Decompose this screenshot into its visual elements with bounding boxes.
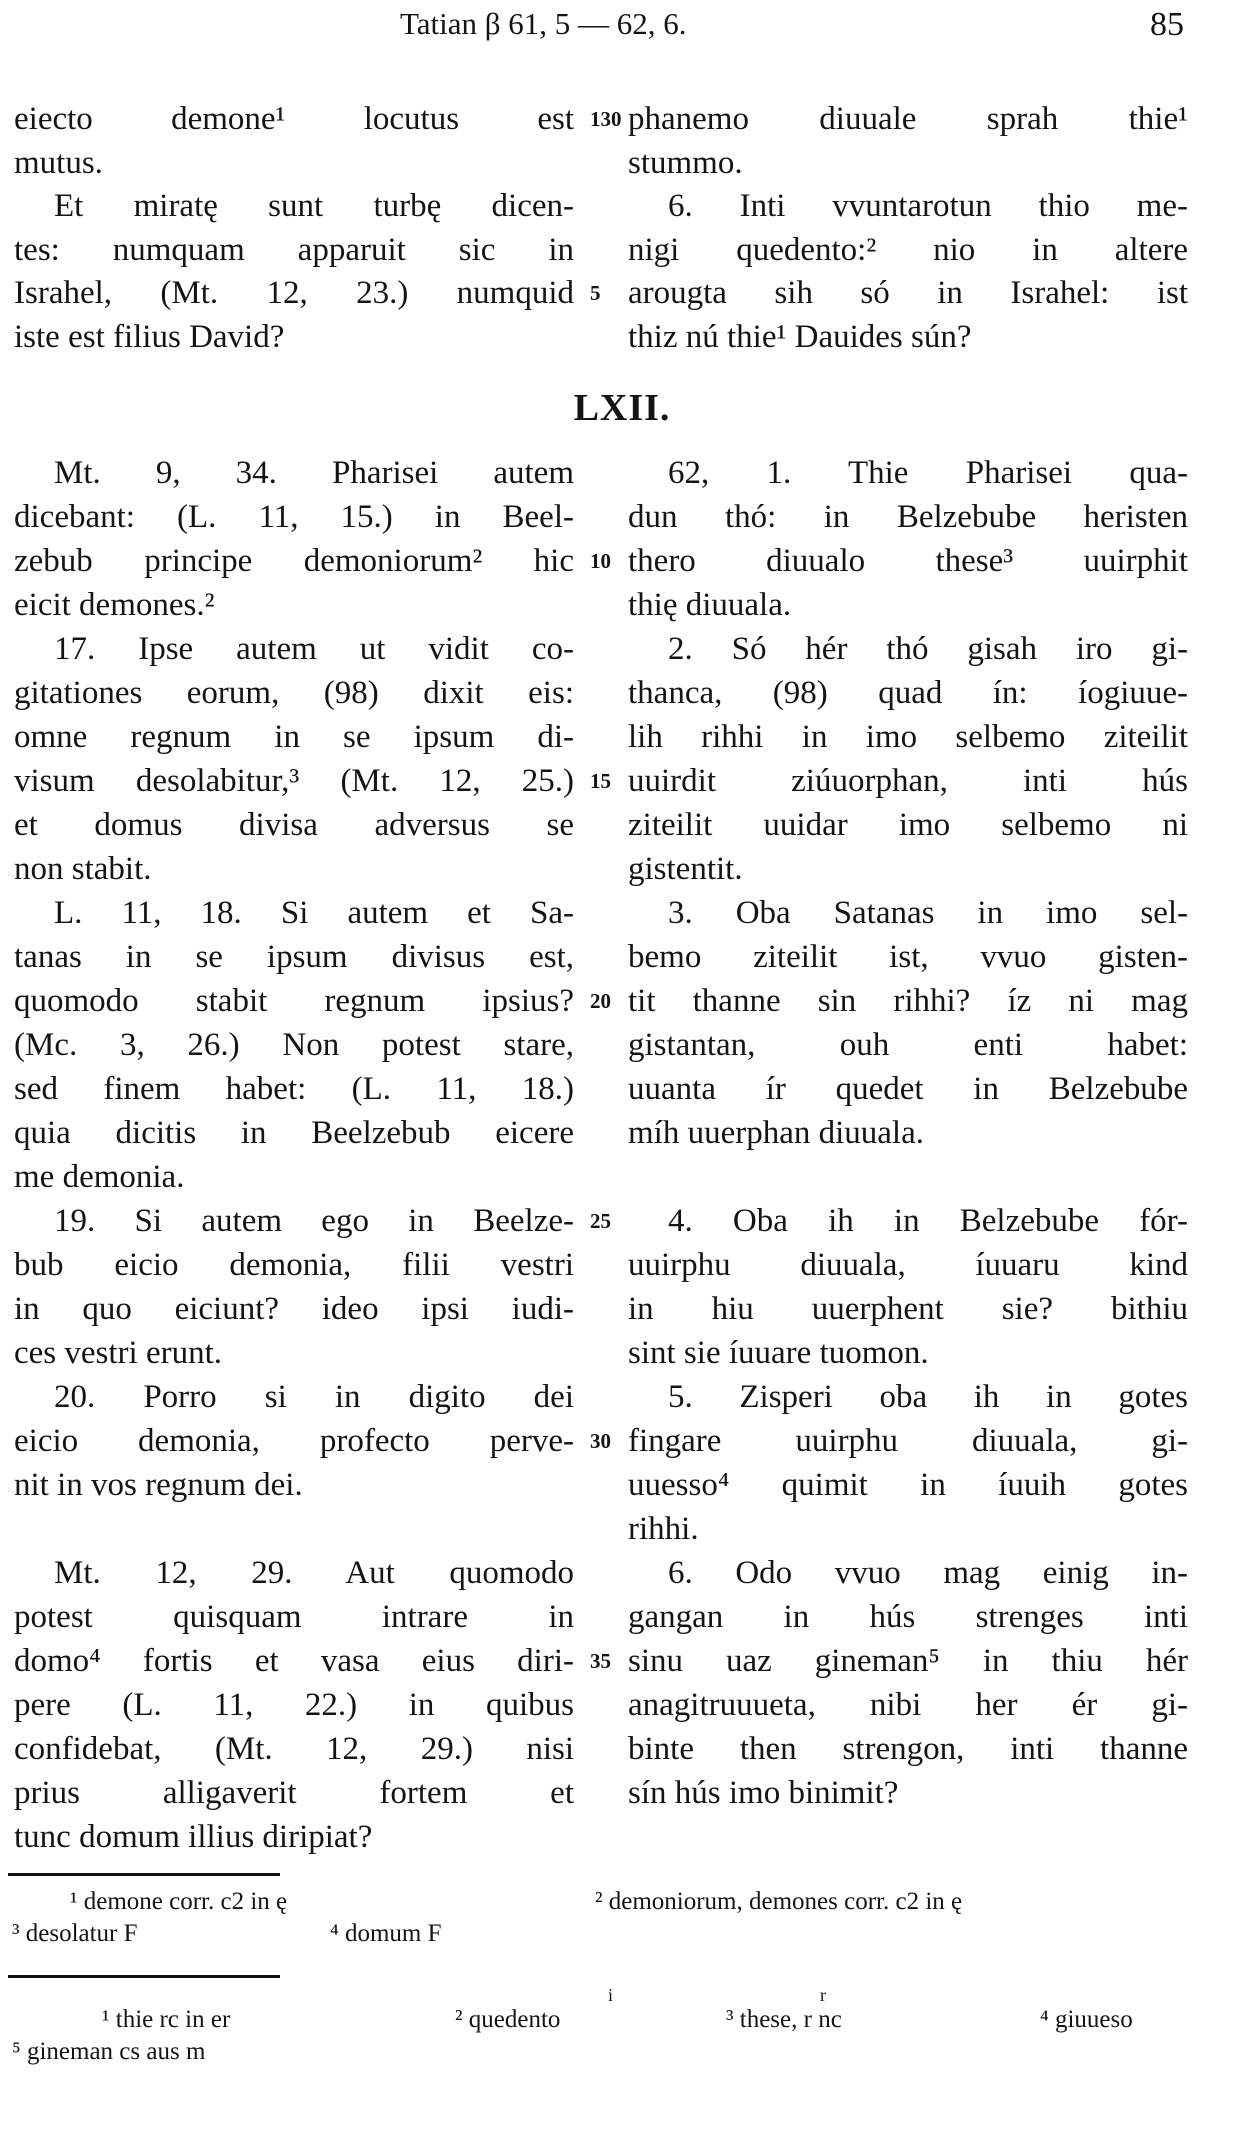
footnote-rule [8,1873,280,1876]
text-line-row [0,1683,1244,1727]
latin-line: 17. Ipse autem ut vidit co- [54,631,574,667]
text-line-row [0,228,1244,272]
old-high-german-line: uuanta ír quedet in Belzebube [628,1071,1188,1107]
latin-line: in quo eiciunt? ideo ipsi iudi- [14,1291,574,1327]
old-high-german-line: nigi quedento:² nio in altere [628,231,1188,268]
latin-line: potest quisquam intrare in [14,1599,574,1635]
latin-line: mutus. [14,144,103,181]
latin-line: confidebat, (Mt. 12, 29.) nisi [14,1731,574,1767]
text-line-row [0,141,1244,185]
text-line-row [0,891,1244,935]
text-line-row [0,847,1244,891]
text-line-row [0,1419,1244,1463]
line-number: 35 [590,1649,611,1673]
text-line-row [0,979,1244,1023]
old-high-german-line: uuesso⁴ quimit in íuuih gotes [628,1467,1188,1503]
latin-line: nit in vos regnum dei. [14,1467,303,1503]
footnote: ³ desolatur F [12,1920,138,1947]
text-line-row [0,184,1244,228]
old-high-german-line: anagitruuueta, nibi her ér gi- [628,1687,1188,1723]
old-high-german-line: thiz nú thie¹ Dauides sún? [628,318,972,355]
footnote: ⁴ giuueso [1040,2006,1133,2033]
latin-line: tanas in se ipsum divisus est, [14,939,574,975]
text-line-row [0,1243,1244,1287]
footnote: ⁴ domum F [330,1920,442,1947]
footnote-rule [8,1975,280,1978]
text-line-row [0,1771,1244,1815]
latin-line: ces vestri erunt. [14,1335,223,1371]
old-high-german-line: stummo. [628,144,743,181]
page-number: 85 [1150,6,1184,43]
text-line-row [0,1463,1244,1507]
text-line-row [0,1815,1244,1859]
old-high-german-line: thanca, (98) quad ín: íogiuue- [628,675,1188,711]
old-high-german-line: 3. Oba Satanas in imo sel- [668,895,1188,931]
latin-line: 20. Porro si in digito dei [54,1379,574,1415]
text-line-row [0,1199,1244,1243]
latin-line: 19. Si autem ego in Beelze- [54,1203,574,1239]
old-high-german-line: gangan in hús strenges inti [628,1599,1188,1635]
old-high-german-line: sinu uaz gineman⁵ in thiu hér [628,1643,1188,1679]
latin-line: prius alligaverit fortem et [14,1775,574,1811]
latin-line: visum desolabitur,³ (Mt. 12, 25.) [14,763,574,799]
text-line-row [0,495,1244,539]
latin-line: Mt. 12, 29. Aut quomodo [54,1555,574,1591]
old-high-german-line: dun thó: in Belzebube heristen [628,499,1188,535]
text-line-row [0,1331,1244,1375]
text-line-row [0,539,1244,583]
footnote: ² demoniorum, demones corr. c2 in ę [595,1888,963,1915]
footnote-mark: r [820,1985,826,2005]
old-high-german-line: thero diuualo these³ uuirphit [628,543,1188,579]
text-line-row [0,1023,1244,1067]
old-high-german-line: phanemo diuuale sprah thie¹ [628,101,1188,137]
text-line-row [0,1639,1244,1683]
latin-line: iste est filius David? [14,318,285,355]
text-line-row [0,1287,1244,1331]
latin-line: tunc domum illius diripiat? [14,1819,373,1855]
latin-line: domo⁴ fortis et vasa eius diri- [14,1643,574,1679]
old-high-german-line: 5. Zisperi oba ih in gotes [668,1379,1188,1415]
footnote: ¹ thie rc in er [102,2006,231,2033]
line-number: 10 [590,549,611,573]
old-high-german-line: uuirdit ziúuorphan, inti hús [628,763,1188,799]
old-high-german-line: 62, 1. Thie Pharisei qua- [668,455,1188,491]
old-high-german-line: bemo ziteilit ist, vvuo gisten- [628,939,1188,975]
old-high-german-line: 6. Inti vvuntarotun thio me- [668,188,1188,224]
footnote-mark: i [608,1985,614,2005]
latin-line: pere (L. 11, 22.) in quibus [14,1687,574,1723]
old-high-german-line: gistentit. [628,851,743,887]
old-high-german-line: binte then strengon, inti thanne [628,1731,1188,1767]
text-line-row [0,1727,1244,1771]
latin-line: Israhel, (Mt. 12, 23.) numquid [14,275,574,311]
old-high-german-line: rihhi. [628,1511,699,1547]
old-high-german-line: sín hús imo binimit? [628,1775,899,1811]
line-number: 20 [590,989,611,1013]
text-line-row [0,1551,1244,1595]
text-line-row [0,1155,1244,1199]
text-line-row [0,935,1244,979]
footnote: ³ these, r nc [726,2006,842,2033]
latin-line: tes: numquam apparuit sic in [14,231,574,268]
footnote: ¹ demone corr. c2 in ę [70,1888,288,1915]
text-line-row [0,627,1244,671]
text-line-row [0,97,1244,141]
old-high-german-line: tit thanne sin rihhi? íz ni mag [628,983,1188,1019]
old-high-german-line: 4. Oba ih in Belzebube fór- [668,1203,1188,1239]
running-title: Tatian β 61, 5 — 62, 6. [400,6,687,41]
text-line-row [0,1507,1244,1551]
text-line-row [0,451,1244,495]
latin-line: zebub principe demoniorum² hic [14,543,574,579]
text-line-row [0,1375,1244,1419]
chapter-heading: LXII. [573,387,671,429]
latin-line: quia dicitis in Beelzebub eicere [14,1115,574,1151]
old-high-german-line: 2. Só hér thó gisah iro gi- [668,631,1188,667]
old-high-german-line: arougta sih só in Israhel: ist [628,275,1188,311]
old-high-german-line: míh uuerphan diuuala. [628,1115,925,1151]
old-high-german-line: fingare uuirphu diuuala, gi- [628,1423,1188,1459]
line-number: 5 [590,281,601,305]
latin-line: eicio demonia, profecto perve- [14,1423,574,1459]
latin-line: gitationes eorum, (98) dixit eis: [14,675,574,711]
latin-line: (Mc. 3, 26.) Non potest stare, [14,1027,574,1063]
text-line-row [0,1595,1244,1639]
latin-line: dicebant: (L. 11, 15.) in Beel- [14,499,574,535]
footnote: ² quedento [455,2006,561,2033]
latin-line: omne regnum in se ipsum di- [14,719,574,755]
latin-line: Et miratę sunt turbę dicen- [54,188,574,224]
footnote: ⁵ gineman cs aus m [12,2038,206,2065]
running-header [0,6,1244,46]
old-high-german-line: in hiu uuerphent sie? bithiu [628,1291,1188,1327]
latin-line: me demonia. [14,1159,185,1195]
latin-line: eicit demones.² [14,587,215,623]
text-line-row [0,759,1244,803]
latin-line: bub eicio demonia, filii vestri [14,1247,574,1283]
latin-line: non stabit. [14,851,152,887]
line-number: 25 [590,1209,611,1233]
old-high-german-line: 6. Odo vvuo mag einig in- [668,1555,1188,1591]
latin-line: sed finem habet: (L. 11, 18.) [14,1071,574,1107]
old-high-german-line: uuirphu diuuala, íuuaru kind [628,1247,1188,1283]
text-line-row [0,715,1244,759]
old-high-german-line: ziteilit uuidar imo selbemo ni [628,807,1188,843]
text-line-row [0,671,1244,715]
line-number: 30 [590,1429,611,1453]
old-high-german-line: lih rihhi in imo selbemo ziteilit [628,719,1188,755]
old-high-german-line: gistantan, ouh enti habet: [628,1027,1188,1063]
text-line-row [0,583,1244,627]
line-number: 15 [590,769,611,793]
text-line-row [0,271,1244,315]
text-line-row [0,803,1244,847]
old-high-german-line: sint sie íuuare tuomon. [628,1335,929,1371]
latin-line: et domus divisa adversus se [14,807,574,843]
line-number: 130 [590,107,622,131]
latin-line: L. 11, 18. Si autem et Sa- [54,895,574,931]
latin-line: eiecto demone¹ locutus est [14,101,574,137]
text-line-row [0,1067,1244,1111]
text-line-row [0,315,1244,359]
old-high-german-line: thię diuuala. [628,587,792,623]
latin-line: quomodo stabit regnum ipsius? [14,983,574,1019]
text-line-row [0,1111,1244,1155]
latin-line: Mt. 9, 34. Pharisei autem [54,455,574,491]
